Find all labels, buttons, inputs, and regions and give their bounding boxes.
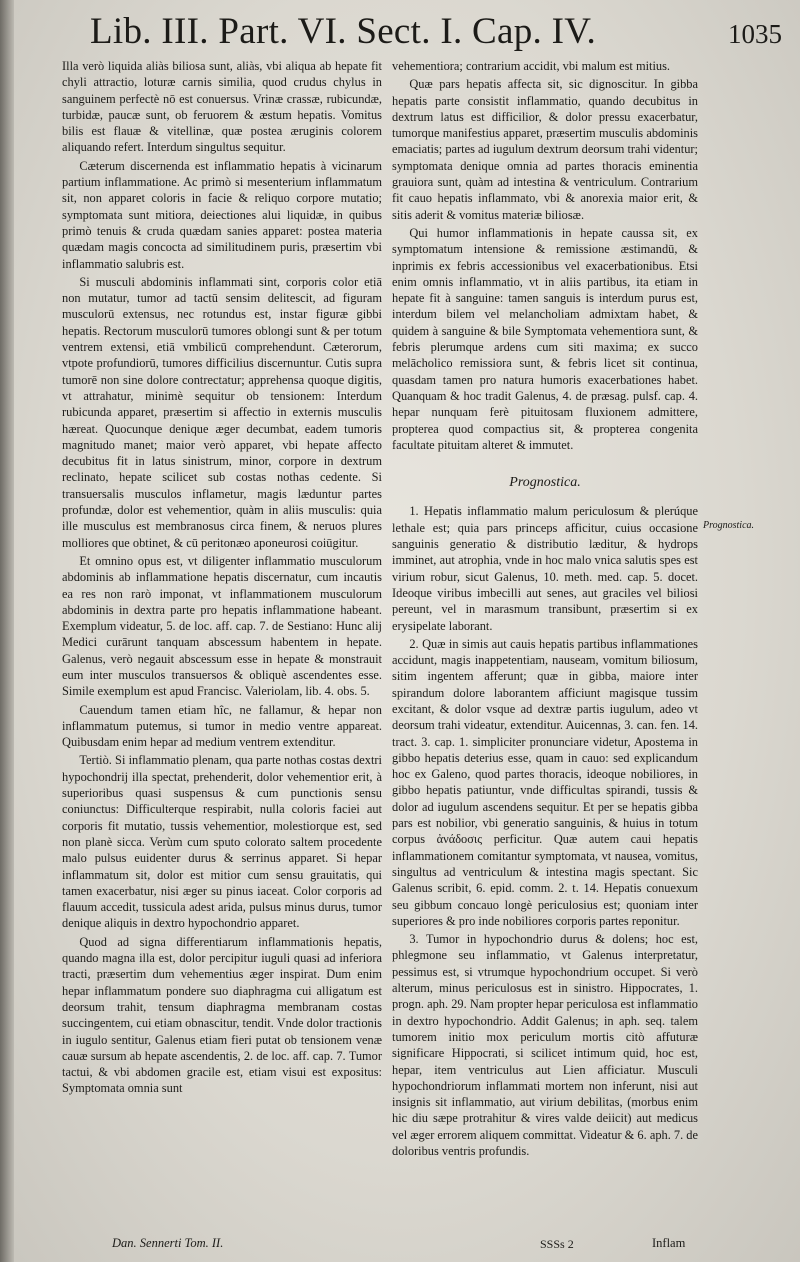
paragraph: Illa verò liquida aliàs biliosa sunt, aliàs, vbi aliqua ab hepate fit chyli attractio, loturæ carnis similia, quod crudus chylus in sanguinem perfectè nō est conuersus. Vrinæ crassæ, rubicundæ, turbidæ, paucæ sunt, ob feruorem & æstum hepatis. Vomitus bilis est flauæ & vitellinæ, quæ postea æruginis colorem aliquando refert. Interdum singultus sequitur. — [62, 59, 382, 155]
page-number: 1035 — [728, 19, 782, 49]
section-heading: Prognostica. — [509, 475, 581, 491]
paragraph: Tertiò. Si inflammatio plenam, qua parte nothas costas dextri hypochondrij illa spectat, prehenderit, dolor vehementior erit, à superioribus quasi suspensus & cum punctionis sensu coniunctus: Difficulterque respirabit, nulla coloris faciei aut corporis fit mutatio, tussis vehementior, molestiorque est, sed non planè sicca. Verùm cum sputo colorato saltem procedente malo pulsus euidenter durus & serrinus apparet. Si hepar inflammatum sit, dolor est mitior cum sensu grauitatis, qui tamen exacerbatur, nisi æger su pinus iaceat. Color corporis ad flauum accedit, tussicula adest arida, pulsus minus durus, tumor denique aliquis in dextro hypochondrio apparet. — [62, 753, 382, 931]
paragraph: 2. Quæ in simis aut cauis hepatis partibus inflammationes accidunt, magis inappetentiam, nauseam, vomitum biliosum, sitim ingentem afferunt; quæ in gibba, maiore inter spirandum dolore laborantem afficiunt magisque tussim excitant, & dolor vsque ad dextræ partis iugulum, adeo vt deorsum trahi videatur, extenditur. Auicennas, 3. can. fen. 14. tract. 3. cap. 1. simpliciter pronunciare videtur, Apostema in gibbo hepatis deterius esse, quam in cauo: sed explicandum hoc ex Galeno, quod partes thoracis, ideoque nobiliores, in gibbo hepatis patiuntur, vnde difficultas spirandi, tussis & dolor ad iugulum ascendens sequitur. Et per se hepatis gibba pars est nobilior, vbi generatio sanguinis, & huius in totum corpus ἀνάδοσις perficitur. Quæ autem caui hepatis inflammationem comitantur symptomata, vt nausea, vomitus, singultus ad ventriculum & intestina magis spectant. Sic Galenus scribit, 6. epid. comm. 2. t. 14. Hepatis conuexum seu gibbum concauo longè periculosius est; quoniam inter superiores & pro inde nobiliores corporis partes reponitur. — [392, 636, 698, 928]
paragraph: Cæterum discernenda est inflammatio hepatis à vicinarum partium inflammatione. Ac primò si mesenterium inflammatum sit, non apparet coloris in facie & reliquo corpore mutatio; symptomata sunt mitiora, deiectiones alui liquidæ, in quibus primò tenuis & cruda quædam sanies apparet: postea materia quædam magis concocta ad similitudinem puris, præsertim vbi inflammatio salubris est. — [62, 158, 382, 271]
paragraph: Quod ad signa differentiarum inflammationis hepatis, quando magna illa est, dolor percipitur iuguli quasi ad inferiora tracti, præsertim dum vehementius æger inspirat. Dum enim hepar inflammatum pondere suo diaphragma cui alligatum est deorsum trahit, tensum diaphragma membranam costas succingentem, cui etiam obnascitur, tendit. Vnde dolor tractionis in iugulo sentitur, Galenus etiam fieri putat ob tensionem venæ cauæ sursum ab hepate ascendentis, 2. de loc. aff. cap. 7. Tumor tactui, & vbi abdomen gracile est, etiam visui est expositus: Symptomata omnia sunt — [62, 934, 382, 1096]
signature-mark: SSSs 2 — [540, 1237, 574, 1251]
spine-shadow — [0, 0, 14, 1262]
paragraph: Et omnino opus est, vt diligenter inflammatio musculorum abdominis ab inflammatione hepatis discernatur, cum incautis ea res non rarò imponat, vt inflammationem musculorum abdominis in dextra parte pro hepatis inflammatione habeant. Exemplum videatur, 5. de loc. aff. cap. 7. de Sestiano: Hunc alij Medici curārunt tanquam abscessum habentem in hepate. Galenus, verò negauit abscessum esse in hepate & monstrauit eum inter musculos transuersos & obliquè ascendentes esse. Simile exemplum est apud Francisc. Valeriolam, lib. 4. obs. 5. — [62, 553, 382, 699]
paragraph: Cauendum tamen etiam hîc, ne fallamur, & hepar non inflammatum putemus, si tumor in medio ventre appareat. Quibusdam enim hepar ad medium ventrem extenditur. — [62, 702, 382, 750]
paragraph: 3. Tumor in hypochondrio durus & dolens; hoc est, phlegmone seu inflammatio, vt Galenus interpretatur, pessimus est, si vtrumque hypochondrium occupet. Si verò alterum, minus periculosus est in sinistro. Hippocrates, 1. progn. aph. 29. Nam propter hepar periculosa est inflammatio in dextro hypochondrio. Addit Galenus; in aph. seq. talem tumorem initio mox periculum mortis citò affuturæ significare Hippocrati, si scilicet intimum quid, hoc est, hepar, item ventriculus aut Lien afficiatur. Musculi hypochondriorum inflammati mortem non inferunt, nisi aut insignis sit inflammatio, aut virium debilitas, (morbus enim hic diu sæpe protrahitur & vires valde deiicit) aut medicus vel æger errorem aliquem committat. Videatur & 6. aph. 7. de doloribus ventris profundis. — [392, 932, 698, 1158]
paragraph: Qui humor inflammationis in hepate caussa sit, ex symptomatum intensione & remissione æstimandū, & inprimis ex febris accessionibus vel exacerbationibus. Etsi enim omnis inflammatio, vt in aliis partibus, ita etiam in hepate fit à sanguine: tamen sanguis is interdum purus est, interdum bilem vel melancholiam admixtam habet, & quidem à sanguine & bile Symptomata vehementiora sunt, & febris plerumque ardens cum siti maxima; ex succo melācholico remissiora sunt, & febris licet sit continua, quasdam tamen pro natura humoris exacerbationes habet. Quanquam & hoc tradit Galenus, 4. de præsag. pulsf. cap. 4. hepar nunquam ferè pituitosam fluxionem admittere, propterea quod compactius sit, & propterea congenita facultate pituitam alteret & immutet. — [392, 225, 698, 452]
paragraph: vehementiora; contrarium accidit, vbi malum est mitius. — [392, 59, 671, 73]
right-column — [392, 58, 698, 1159]
margin-note: Prognostica. — [703, 520, 755, 531]
paragraph: Quæ pars hepatis affecta sit, sic dignoscitur. In gibba hepatis parte consistit inflammatio, quando decubitus in dextrum latus est difficilior, & dolor pressu exacerbatur, tumorque manifestius apparet, præsertim musculis abdominis emaciatis; partes ad iugulum dextrum deorsum trahi videntur; symptomata denique omnia ad partes thoracis eminentia grauiora sunt, quàm ad intestina & ventriculum. Contrarium fit cauo hepatis inflammato, vbi & anorexia maior erit, & sitis aderit & vomitus materiæ biliosæ. — [392, 77, 698, 222]
catchword: Inflam — [652, 1236, 686, 1250]
footer-author: Dan. Sennerti Tom. II. — [112, 1236, 224, 1250]
running-head: Lib. III. Part. VI. Sect. I. Cap. IV. — [90, 11, 597, 52]
page-header — [0, 10, 800, 54]
paragraph: 1. Hepatis inflammatio malum periculosum & plerúque lethale est; quia pars princeps afficitur, cuius occasione sanguinis generatio & distributio læditur, & hydrops imminet, aut atrophia, vnde in hoc malo vnica salutis spes est virium robur, sicut Galenus, 10. meth. med. cap. 5. docet. Ideoque viribus imbecilli aut senes, aut graciles vel biliosi pereunt, vel in marasmum transibunt, præsertim si ex erysipelate laborant. — [392, 504, 698, 633]
left-column — [62, 58, 382, 1097]
paragraph: Si musculi abdominis inflammati sint, corporis color etiā non mutatur, tumor ad tactū sensim delitescit, ad figuram musculorū extensus, nec rotundus est, instar figuræ gibbi hepatis. Rectorum musculorū tumores oblongi sunt & per totum ventrem extensi, etiā vmbilicū comprehendunt. Cæterorum, vtpote profundiorū, tumores difficilius discernuntur. Cutis supra tumorē non sine dolore contrectatur; apprehensa quoque digitis, vt attrahatur, minimè sequitur ob tensionem: Interdum rubicunda apparet, præsertim si affectio in externis musculis hæreat. Quocunque denique æger decumbat, eadem tumoris magnitudo manet; maior verò apparet, vbi hepate affecto decubitus fit in latus sinistrum, minor, corpore in dextrum reclinato, hepate scilicet sub costas nothas cedente. Si transuersalis musculos inflametur, magis læduntur partes profundæ, dolor est vehementior, quàm in aliis musculis: quia ille musculus est membranosus circa finem, & neruos plures molliores que obtinet, & cū peritonæo aponeurosi coiūgitur. — [62, 274, 382, 550]
